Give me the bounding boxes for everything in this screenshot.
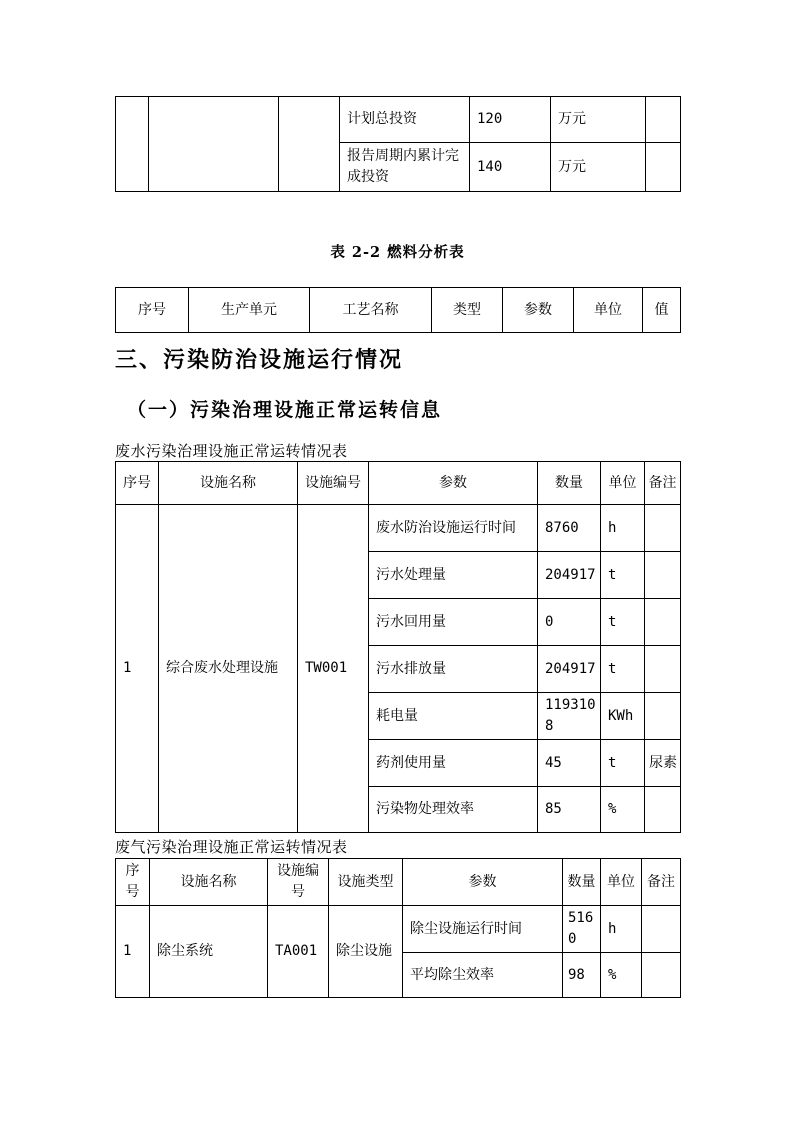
cell-unit: 万元 bbox=[551, 97, 646, 143]
header-cell: 设施类型 bbox=[329, 859, 403, 906]
cell-unit: t bbox=[601, 740, 645, 787]
cell-unit: t bbox=[601, 646, 645, 693]
table-caption: 表 2-2 燃料分析表 bbox=[330, 244, 465, 261]
header-cell: 参数 bbox=[403, 859, 563, 906]
table-row bbox=[116, 906, 681, 953]
cell-note bbox=[645, 693, 681, 740]
empty-cell bbox=[279, 97, 340, 192]
cell-param: 平均除尘效率 bbox=[403, 953, 563, 998]
cell-qty: 45 bbox=[538, 740, 601, 787]
header-cell: 设施编号 bbox=[268, 859, 329, 906]
table-header-row bbox=[116, 462, 681, 505]
table-row bbox=[116, 97, 681, 143]
cell-facility-code: TA001 bbox=[268, 906, 329, 998]
header-cell: 类型 bbox=[432, 288, 503, 333]
cell-qty: 1193108 bbox=[538, 693, 601, 740]
cell-param: 污染物处理效率 bbox=[369, 787, 538, 833]
cell-unit: t bbox=[601, 552, 645, 599]
cell-note bbox=[646, 97, 681, 143]
cell-facility-no: 1 bbox=[116, 505, 159, 833]
header-cell: 备注 bbox=[645, 462, 681, 505]
cell-param: 除尘设施运行时间 bbox=[403, 906, 563, 953]
cell-param: 污水排放量 bbox=[369, 646, 538, 693]
header-cell: 生产单元 bbox=[189, 288, 310, 333]
subsection-heading: （一）污染治理设施正常运转信息 bbox=[127, 399, 443, 421]
header-cell: 单位 bbox=[601, 859, 642, 906]
cell-unit: KWh bbox=[601, 693, 645, 740]
cell-value: 140 bbox=[470, 143, 551, 192]
header-cell: 设施名称 bbox=[150, 859, 268, 906]
cell-qty: 0 bbox=[538, 599, 601, 646]
cell-note bbox=[642, 953, 681, 998]
header-cell: 序号 bbox=[116, 859, 150, 906]
wastegas-table-label: 废气污染治理设施正常运转情况表 bbox=[115, 838, 348, 856]
header-cell: 单位 bbox=[574, 288, 643, 333]
cell-facility-type: 除尘设施 bbox=[329, 906, 403, 998]
header-cell: 序号 bbox=[116, 288, 189, 333]
cell-facility-name: 综合废水处理设施 bbox=[159, 505, 298, 833]
cell-unit: % bbox=[601, 787, 645, 833]
cell-qty: 85 bbox=[538, 787, 601, 833]
header-cell: 备注 bbox=[642, 859, 681, 906]
header-cell: 单位 bbox=[601, 462, 645, 505]
table-header-row bbox=[116, 288, 681, 333]
cell-qty: 204917 bbox=[538, 646, 601, 693]
fuel-analysis-table bbox=[115, 287, 681, 333]
header-cell: 工艺名称 bbox=[310, 288, 432, 333]
cell-facility-code: TW001 bbox=[298, 505, 369, 833]
empty-cell bbox=[149, 97, 279, 192]
wastewater-table-label: 废水污染治理设施正常运转情况表 bbox=[115, 442, 348, 460]
header-cell: 参数 bbox=[369, 462, 538, 505]
cell-qty: 8760 bbox=[538, 505, 601, 552]
cell-param: 耗电量 bbox=[369, 693, 538, 740]
table-header-row bbox=[116, 859, 681, 906]
cell-value: 120 bbox=[470, 97, 551, 143]
header-cell: 数量 bbox=[538, 462, 601, 505]
cell-note bbox=[645, 599, 681, 646]
header-cell: 值 bbox=[643, 288, 681, 333]
cell-note: 尿素 bbox=[645, 740, 681, 787]
cell-unit: % bbox=[601, 953, 642, 998]
continuation-table bbox=[115, 96, 681, 192]
cell-param: 污水回用量 bbox=[369, 599, 538, 646]
cell-qty: 204917 bbox=[538, 552, 601, 599]
cell-note bbox=[642, 906, 681, 953]
header-cell: 设施编号 bbox=[298, 462, 369, 505]
cell-facility-no: 1 bbox=[116, 906, 150, 998]
cell-unit: t bbox=[601, 599, 645, 646]
cell-note bbox=[646, 143, 681, 192]
cell-param: 污水处理量 bbox=[369, 552, 538, 599]
cell-param: 报告周期内累计完成投资 bbox=[340, 143, 470, 192]
cell-param: 废水防治设施运行时间 bbox=[369, 505, 538, 552]
cell-facility-name: 除尘系统 bbox=[150, 906, 268, 998]
cell-qty: 5160 bbox=[563, 906, 601, 953]
cell-note bbox=[645, 787, 681, 833]
wastewater-table bbox=[115, 461, 681, 833]
section-heading: 三、污染防治设施运行情况 bbox=[115, 347, 404, 372]
table-row bbox=[116, 505, 681, 552]
cell-qty: 98 bbox=[563, 953, 601, 998]
cell-param: 计划总投资 bbox=[340, 97, 470, 143]
empty-cell bbox=[116, 97, 149, 192]
cell-unit: 万元 bbox=[551, 143, 646, 192]
header-cell: 序号 bbox=[116, 462, 159, 505]
cell-param: 药剂使用量 bbox=[369, 740, 538, 787]
header-cell: 数量 bbox=[563, 859, 601, 906]
cell-note bbox=[645, 646, 681, 693]
cell-unit: h bbox=[601, 906, 642, 953]
header-cell: 参数 bbox=[503, 288, 574, 333]
cell-unit: h bbox=[601, 505, 645, 552]
cell-note bbox=[645, 552, 681, 599]
header-cell: 设施名称 bbox=[159, 462, 298, 505]
wastegas-table bbox=[115, 858, 681, 998]
cell-note bbox=[645, 505, 681, 552]
